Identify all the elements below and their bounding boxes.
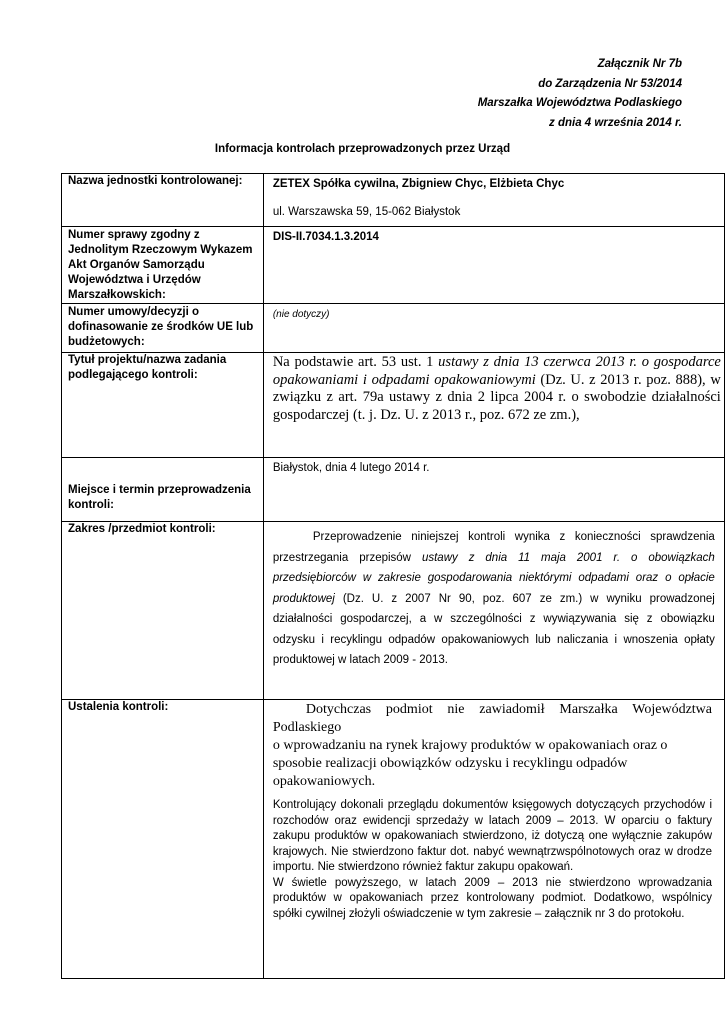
value-cell (263, 227, 724, 304)
attachment-header (478, 55, 682, 133)
row-label: Numer sprawy zgodny z Jednolitym Rzeczowym Wykazem Akt Organów Samorządu Województwa i Urzędów Marszałkowskich: (68, 229, 253, 301)
inspection-table (61, 173, 725, 979)
value-cell (263, 700, 724, 979)
label-cell (62, 458, 264, 522)
table-row (62, 700, 725, 979)
label-cell (62, 174, 264, 227)
place-and-date: Białystok, dnia 4 lutego 2014 r. (272, 462, 430, 474)
table-row (62, 522, 725, 700)
row-label: Nazwa jednostki kontrolowanej: (68, 175, 243, 187)
scope-act-title: ustawy z dnia 11 maja 2001 r. o obowiązkach przedsiębiorców w zakresie gospodarowania niektórymi odpadami oraz o opłacie produktowej (272, 551, 715, 605)
table-row (62, 227, 725, 304)
scope-details: (Dz. U. z 2007 Nr 90, poz. 607 ze zm.) w wyniku prowadzonej działalności gospodarczej, a w szczególności z wywiązywania się z obowiązku odzysku i recyklingu odpadów opakowaniowych lub naliczania i wnoszenia opłaty produktowej w latach 2009 - 2013. (272, 592, 715, 666)
issuer: Marszałka Województwa Podlaskiego (477, 97, 682, 109)
value-cell (263, 522, 724, 700)
table-row (62, 458, 725, 522)
value-cell (263, 353, 724, 458)
value-cell (263, 174, 724, 227)
act-title: ustawy z dnia 13 czerwca 2013 r. o gospodarce opakowaniami i odpadami opakowaniowymi (272, 354, 721, 388)
scope-intro: Przeprowadzenie niniejszej kontroli wynika z konieczności sprawdzenia przestrzegania przepisów (272, 531, 715, 564)
table-row (62, 174, 725, 227)
label-cell (62, 304, 264, 353)
findings-notice: Dotychczas podmiot nie zawiadomił Marszałka Województwa Podlaskiego (272, 702, 712, 735)
regulation-reference: do Zarządzenia Nr 53/2014 (538, 77, 682, 90)
row-label: Tytuł projektu/nazwa zadania podlegającego kontroli: (68, 354, 227, 381)
row-label: Zakres /przedmiot kontroli: (68, 523, 216, 535)
legal-basis-continuation: (Dz. U. z 2013 r. poz. 888), w związku z art. 79a ustawy z dnia 2 lipca 2004 r. o swobodzie działalności gospodarczej (t. j. Dz. U. z 2013 r., poz. 672 ze zm.), (272, 371, 721, 423)
row-label: Ustalenia kontroli: (68, 701, 169, 713)
scope-text (273, 527, 715, 671)
label-cell (62, 700, 264, 979)
agreement-number: (nie dotyczy) (272, 309, 330, 320)
findings-document-review: Kontrolujący dokonali przeglądu dokumentów księgowych dotyczących przychodów i rozchodów oraz ewidencji sprzedaży w latach 2009 – 2013. W oparciu o faktury zakupu produktów w opakowaniach stwierdzono, iż dotyczą one wyłącznie zakupów krajowych. Nie stwierdzono faktur dot. nabyć wewnątrzwspólnotowych oraz w drodze importu. Nie stwierdzono również faktur zakupu opakowań. (272, 799, 712, 873)
attachment-number: Załącznik Nr 7b (597, 58, 682, 70)
findings-notice-details: o wprowadzaniu na rynek krajowy produktów w opakowaniach oraz o sposobie realizacji obowiązków odzysku i recyklingu odpadów opakowaniowych. (272, 738, 668, 789)
regulation-date: z dnia 4 września 2014 r. (549, 116, 682, 129)
project-title (273, 354, 721, 424)
findings-conclusion: W świetle powyższego, w latach 2009 – 2013 nie stwierdzono wprowadzania produktów w opakowaniach przez kontrolowany podmiot. Dodatkowo, wspólnicy spółki cywilnej złożyli oświadczenie w tym zakresie – załącznik nr 3 do protokołu. (272, 876, 712, 920)
label-cell (62, 522, 264, 700)
document-title: Informacja kontrolach przeprowadzonych przez Urząd (214, 143, 511, 155)
entity-name: ZETEX Spółka cywilna, Zbigniew Chyc, Elżbieta Chyc (272, 178, 565, 190)
row-label: Miejsce i termin przeprowadzenia kontroli: (68, 484, 251, 511)
entity-address: ul. Warszawska 59, 15-062 Białystok (272, 206, 461, 218)
row-label: Numer umowy/decyzji o dofinasowanie ze środków UE lub budżetowych: (68, 306, 254, 348)
value-cell (263, 304, 724, 353)
table-row (62, 353, 725, 458)
value-cell (263, 458, 724, 522)
label-cell (62, 353, 264, 458)
legal-basis-text: Na podstawie art. 53 ust. 1 (272, 354, 439, 370)
case-number: DIS-II.7034.1.3.2014 (272, 231, 379, 243)
label-cell (62, 227, 264, 304)
table-row (62, 304, 725, 353)
